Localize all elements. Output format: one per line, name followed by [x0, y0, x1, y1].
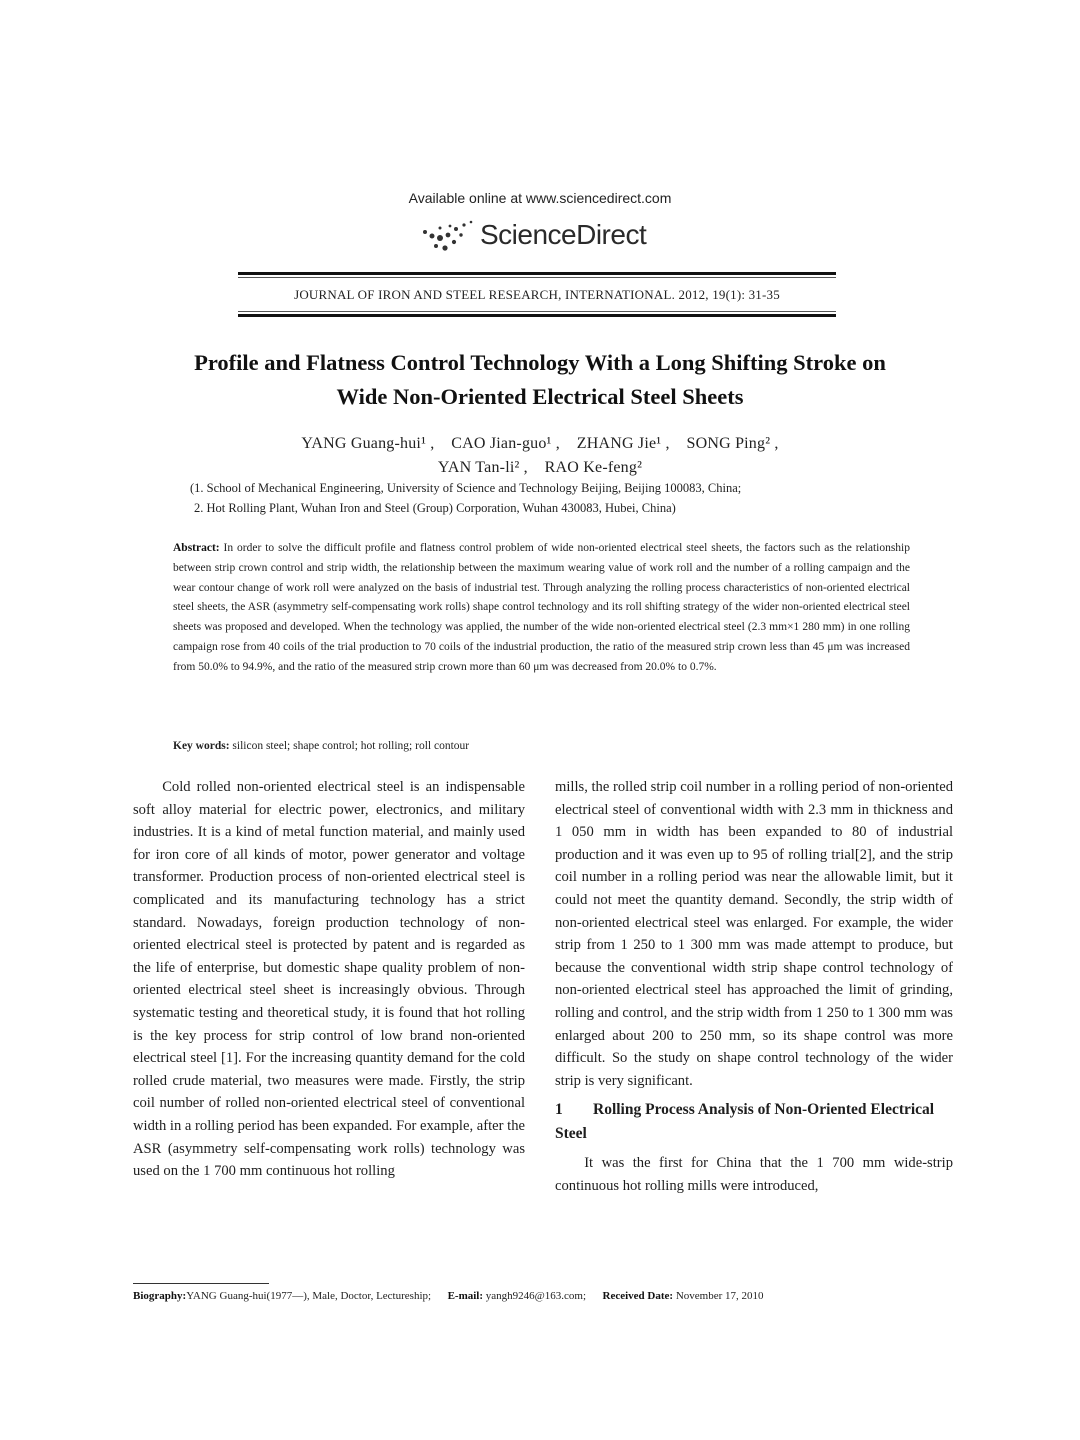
sciencedirect-dots-icon [420, 218, 476, 254]
keywords [173, 736, 910, 756]
title-line-2: Wide Non-Oriented Electrical Steel Sheets [336, 384, 744, 409]
keywords-text: silicon steel; shape control; hot rolling; roll contour [232, 740, 470, 752]
authors-line-1: YANG Guang-hui¹ , CAO Jian-guo¹ , ZHANG Jie¹ , SONG Ping² , [301, 435, 779, 452]
email-label: E-mail: [447, 1290, 484, 1302]
section-number: 1 [555, 1101, 563, 1119]
abstract-label: Abstract: [173, 542, 220, 554]
abstract-text: In order to solve the difficult profile and flatness control problem of wide non-oriented electrical steel sheets, the factors such as the relationship between strip crown control and strip width, the relationship between the maximum wearing value of work roll and the number of a rolling campaign and the wear contour change of work roll were analyzed on the basis of industrial test. Through analyzing the rolling process characteristics of non-oriented electrical steel sheets, the ASR (asymmetry self-compensating work rolls) shape control technology and its roll shifting strategy of the wider non-oriented electrical steel sheets was proposed and developed. When the technology was applied, the number of the wide non-oriented electrical steel (2.3 mm×1 280 mm) in one rolling campaign rose from 40 coils of the trial production to 70 coils of the industrial production, the ratio of the measured strip crown less than 45 μm was increased from 50.0% to 94.9%, and the ratio of the measured strip crown more than 60 μm was decreased from 20.0% to 0.7%. [173, 542, 911, 673]
footnote-rule [133, 1283, 269, 1284]
received-date-text: November 17, 2010 [675, 1290, 764, 1302]
header-rule-bottom-thin [238, 311, 836, 312]
authors-line-2: YAN Tan-li² , RAO Ke-feng² [437, 459, 643, 476]
received-date-label: Received Date: [602, 1290, 674, 1302]
body-paragraph: mills, the rolled strip coil number in a rolling period of non-oriented electrical steel of conventional width with 2.3 mm in thickness and 1 050 mm in width has been expanded to 80 of industrial production and it was even up to 95 of rolling trial[2], and the strip coil number in a rolling period was near the allowable limit, but it could not meet the quantity demand. Secondly, the strip width of non-oriented electrical steel was enlarged. For example, the wider strip from 1 250 to 1 300 mm was made attempt to produce, but because the conventional width strip shape control technology of non-oriented electrical steel has approached the limit of grinding, rolling and control, and the strip width from 1 250 to 1 300 mm was enlarged about 200 to 250 mm, so its shape control was more difficult. So the study on shape control technology of the wider strip is very significant. [555, 779, 954, 1089]
body-paragraph: It was the first for China that the 1 700 mm wide-strip continuous hot rolling mills were introduced, [555, 1155, 953, 1194]
body-column-left [133, 776, 525, 1183]
section-title: Rolling Process Analysis of Non-Oriented Electrical Steel [555, 1101, 935, 1143]
section-heading [555, 1098, 953, 1146]
logo-text: ScienceDirect [480, 219, 647, 250]
body-column-right [555, 776, 953, 1198]
journal-citation: JOURNAL OF IRON AND STEEL RESEARCH, INTERNATIONAL. 2012, 19(1): 31-35 [294, 287, 780, 302]
affiliations [190, 478, 910, 518]
sciencedirect-logo [420, 216, 680, 256]
header-rule-top [238, 272, 836, 275]
affiliation-2: 2. Hot Rolling Plant, Wuhan Iron and Steel (Group) Corporation, Wuhan 430083, Hubei, China) [194, 501, 676, 515]
email-text: yangh9246@163.com; [485, 1290, 587, 1302]
body-paragraph: Cold rolled non-oriented electrical steel is an indispensable soft alloy material for electric power, electronics, and military industries. It is a kind of metal function material, and mainly used for iron core of all kinds of motor, power generator and voltage transformer. Production process of non-oriented electrical steel is complicated and its manufacturing technology has a strict standard. Nowadays, foreign production technology of non-oriented electrical steel is protected by patent and is regarded as the life of enterprise, but domestic shape quality problem of non-oriented electrical steel sheet is increasingly obvious. Through systematic testing and theoretical study, it is found that hot rolling is the key process for strip control of low brand non-oriented electrical steel [1]. For the increasing quantity demand for the cold rolled crude material, two measures were made. Firstly, the strip coil number of rolled non-oriented electrical steel of conventional width in a rolling period has been expanded. For example, after the ASR (asymmetry self-compensating work rolls) technology was used on the 1 700 mm continuous hot rolling [133, 779, 525, 1180]
author-list [150, 432, 930, 480]
footnote [133, 1288, 953, 1304]
paper-title [100, 346, 980, 414]
header-rule-bottom [238, 314, 836, 317]
affiliation-1: (1. School of Mechanical Engineering, University of Science and Technology Beijing, Beijing 100083, China; [190, 481, 742, 495]
biography-label: Biography: [133, 1290, 187, 1302]
header-rule-top-thin [238, 277, 836, 278]
keywords-label: Key words: [173, 740, 230, 752]
biography-text: YANG Guang-hui(1977—), Male, Doctor, Lectureship; [186, 1290, 432, 1302]
availability-note: Available online at www.sciencedirect.com [408, 190, 672, 206]
title-line-1: Profile and Flatness Control Technology With a Long Shifting Stroke on [194, 350, 886, 375]
abstract [173, 539, 910, 678]
